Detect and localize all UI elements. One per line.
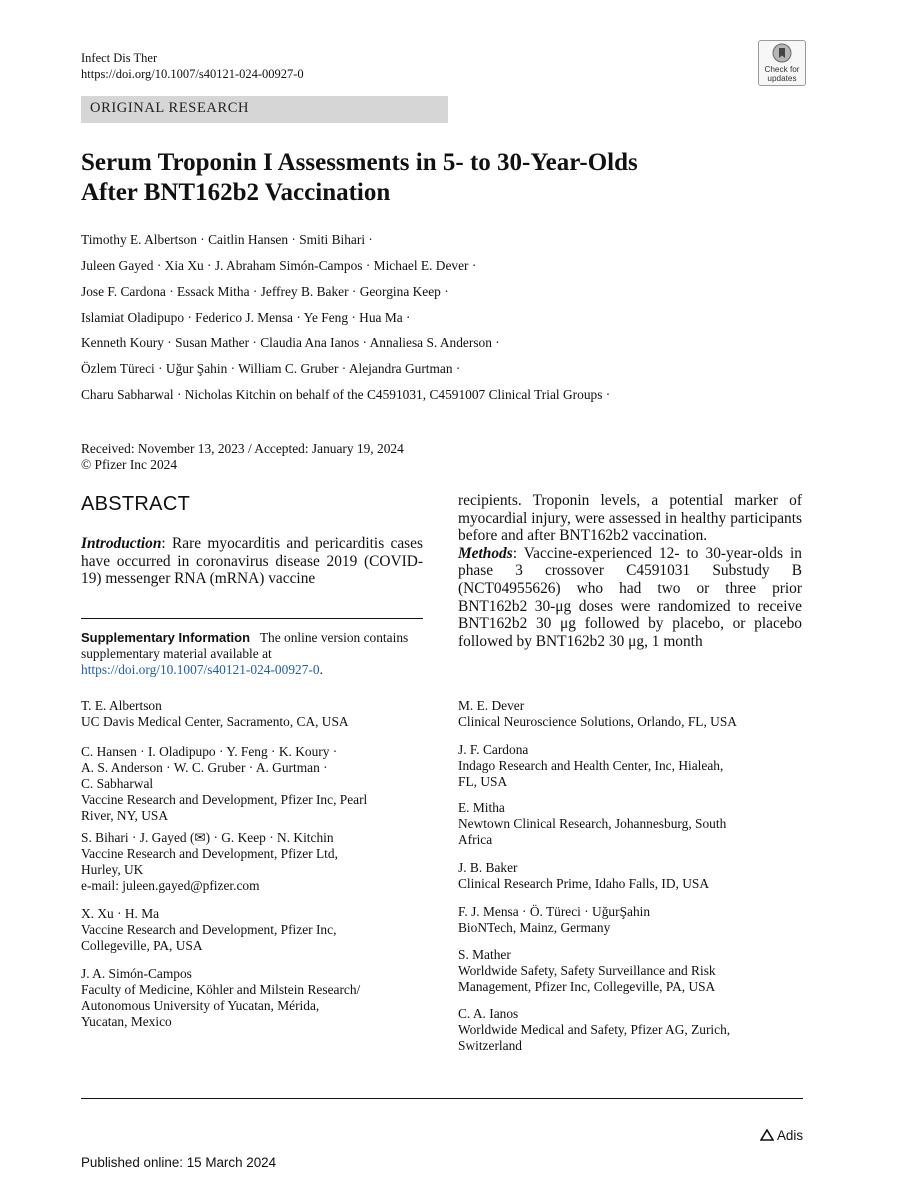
affiliation-block <box>458 800 798 848</box>
abstract-right-column <box>458 492 802 650</box>
affiliation-institution: Clinical Research Prime, Idaho Falls, ID, USA <box>458 876 710 891</box>
title-line-2: After BNT162b2 Vaccination <box>81 179 391 206</box>
abstract-heading: ABSTRACT <box>81 493 191 515</box>
article-title <box>81 148 801 208</box>
author-line: Kenneth Koury · Susan Mather · Claudia Ana Ianos · Annaliesa S. Anderson · <box>81 335 500 350</box>
affiliation-institution: River, NY, USA <box>81 808 169 823</box>
crossmark-icon <box>772 43 792 63</box>
affiliation-authors: F. J. Mensa · Ö. Türeci · UğurŞahin <box>458 904 651 919</box>
affiliation-authors: C. Sabharwal <box>81 776 154 791</box>
affiliation-institution: BioNTech, Mainz, Germany <box>458 920 611 935</box>
affiliation-block <box>458 860 798 892</box>
author-line: Jose F. Cardona · Essack Mitha · Jeffrey B. Baker · Georgina Keep · <box>81 284 449 299</box>
affiliation-block <box>81 698 421 730</box>
author-line: Charu Sabharwal · Nicholas Kitchin on behalf of the C4591031, C4591007 Clinical Trial Groups · <box>81 387 611 402</box>
introduction-label: Introduction <box>81 535 162 552</box>
published-online-date: Published online: 15 March 2024 <box>81 1155 277 1170</box>
affiliation-institution: Switzerland <box>458 1038 522 1053</box>
affiliation-authors: M. E. Dever <box>458 698 525 713</box>
introduction-text: : Rare myocarditis and pericarditis cases have occurred in coronavirus disease 2019 (COVID-19) messenger RNA (mRNA) vaccine <box>81 535 423 588</box>
section-label: ORIGINAL RESEARCH <box>90 100 250 116</box>
supplementary-divider <box>81 618 423 619</box>
journal-name: Infect Dis Ther <box>81 51 158 65</box>
affiliation-authors: A. S. Anderson · W. C. Gruber · A. Gurtman · <box>81 760 328 775</box>
affiliation-institution: Management, Pfizer Inc, Collegeville, PA, USA <box>458 979 716 994</box>
affiliation-institution: Indago Research and Health Center, Inc, Hialeah, <box>458 758 724 773</box>
affiliation-block <box>81 744 421 824</box>
affiliation-block <box>81 906 421 954</box>
author-line: Islamiat Oladipupo · Federico J. Mensa · Ye Feng · Hua Ma · <box>81 310 411 325</box>
affiliation-block <box>458 947 798 995</box>
abstract-introduction <box>81 535 423 588</box>
affiliation-block <box>458 1006 798 1054</box>
affiliation-block <box>81 830 421 894</box>
affiliation-block <box>458 904 798 936</box>
methods-text: : Vaccine-experienced 12- to 30-year-olds in phase 3 crossover C4591031 Substudy B (NCT04955626) who had two or three prior BNT162b2 30-μg doses were randomized to receive BNT162b2 30 μg followed by placebo, or placebo followed by BNT162b2 30 μg, 1 month <box>458 544 802 650</box>
affiliation-institution: Faculty of Medicine, Köhler and Milstein Research/ <box>81 982 361 997</box>
affiliation-authors: C. A. Ianos <box>458 1006 519 1021</box>
author-line: Özlem Türeci · Uğur Şahin · William C. Gruber · Alejandra Gurtman · <box>81 361 461 376</box>
affiliation-institution: FL, USA <box>458 774 508 789</box>
supplementary-heading: Supplementary Information <box>81 630 251 645</box>
abstract-continued-text: recipients. Troponin levels, a potential marker of myocardial injury, were assessed in healthy participants before and after BNT162b2 vaccination. <box>458 492 802 545</box>
title-line-1: Serum Troponin I Assessments in 5- to 30-Year-Olds <box>81 149 638 176</box>
affiliation-institution: Vaccine Research and Development, Pfizer Inc, Pearl <box>81 792 368 807</box>
affiliation-institution: Autonomous University of Yucatan, Mérida, <box>81 998 320 1013</box>
publisher-name: Adis <box>776 1128 804 1143</box>
check-for-updates-badge[interactable] <box>758 40 806 86</box>
affiliation-authors: J. B. Baker <box>458 860 518 875</box>
affiliation-institution: Newtown Clinical Research, Johannesburg, South <box>458 816 727 831</box>
affiliation-institution: Yucatan, Mexico <box>81 1014 172 1029</box>
affiliation-institution: Worldwide Safety, Safety Surveillance and Risk <box>458 963 716 978</box>
affiliation-institution: Vaccine Research and Development, Pfizer Inc, <box>81 922 337 937</box>
affiliation-institution: Worldwide Medical and Safety, Pfizer AG, Zurich, <box>458 1022 731 1037</box>
methods-label: Methods <box>458 544 513 562</box>
affiliation-authors: S. Bihari · J. Gayed (✉) · G. Keep · N. Kitchin <box>81 830 334 845</box>
badge-line-1: Check for <box>764 65 800 74</box>
supplementary-information <box>81 630 423 678</box>
supplementary-link[interactable]: https://doi.org/10.1007/s40121-024-00927-0 <box>81 662 320 677</box>
affiliation-authors: T. E. Albertson <box>81 698 162 713</box>
copyright: © Pfizer Inc 2024 <box>81 457 178 472</box>
publisher-logo <box>760 1128 803 1143</box>
affiliation-institution: Vaccine Research and Development, Pfizer Ltd, <box>81 846 338 861</box>
corresponding-email[interactable]: e-mail: juleen.gayed@pfizer.com <box>81 878 260 893</box>
affiliation-authors: S. Mather <box>458 947 511 962</box>
received-accepted-dates: Received: November 13, 2023 / Accepted: January 19, 2024 <box>81 441 404 456</box>
affiliation-institution: Africa <box>458 832 493 847</box>
badge-line-2: updates <box>767 74 797 83</box>
supplementary-text: The online version contains supplementary material available at <box>81 630 409 661</box>
affiliation-authors: J. F. Cardona <box>458 742 529 757</box>
affiliation-institution: Collegeville, PA, USA <box>81 938 203 953</box>
affiliation-institution: Clinical Neuroscience Solutions, Orlando, FL, USA <box>458 714 737 729</box>
footer-divider <box>81 1098 803 1099</box>
affiliation-institution: Hurley, UK <box>81 862 144 877</box>
adis-triangle-icon <box>760 1129 774 1141</box>
affiliation-block <box>81 966 421 1030</box>
article-doi[interactable]: https://doi.org/10.1007/s40121-024-00927-0 <box>81 67 304 81</box>
author-line: Juleen Gayed · Xia Xu · J. Abraham Simón-Campos · Michael E. Dever · <box>81 258 477 273</box>
affiliation-authors: E. Mitha <box>458 800 505 815</box>
affiliation-institution: UC Davis Medical Center, Sacramento, CA, USA <box>81 714 349 729</box>
supplementary-end: . <box>319 662 323 677</box>
affiliation-block <box>458 698 798 730</box>
affiliation-authors: X. Xu · H. Ma <box>81 906 160 921</box>
author-line: Timothy E. Albertson · Caitlin Hansen · Smiti Bihari · <box>81 232 373 247</box>
affiliation-authors: J. A. Simón-Campos <box>81 966 192 981</box>
affiliation-block <box>458 742 798 790</box>
affiliation-authors: C. Hansen · I. Oladipupo · Y. Feng · K. Koury · <box>81 744 338 759</box>
